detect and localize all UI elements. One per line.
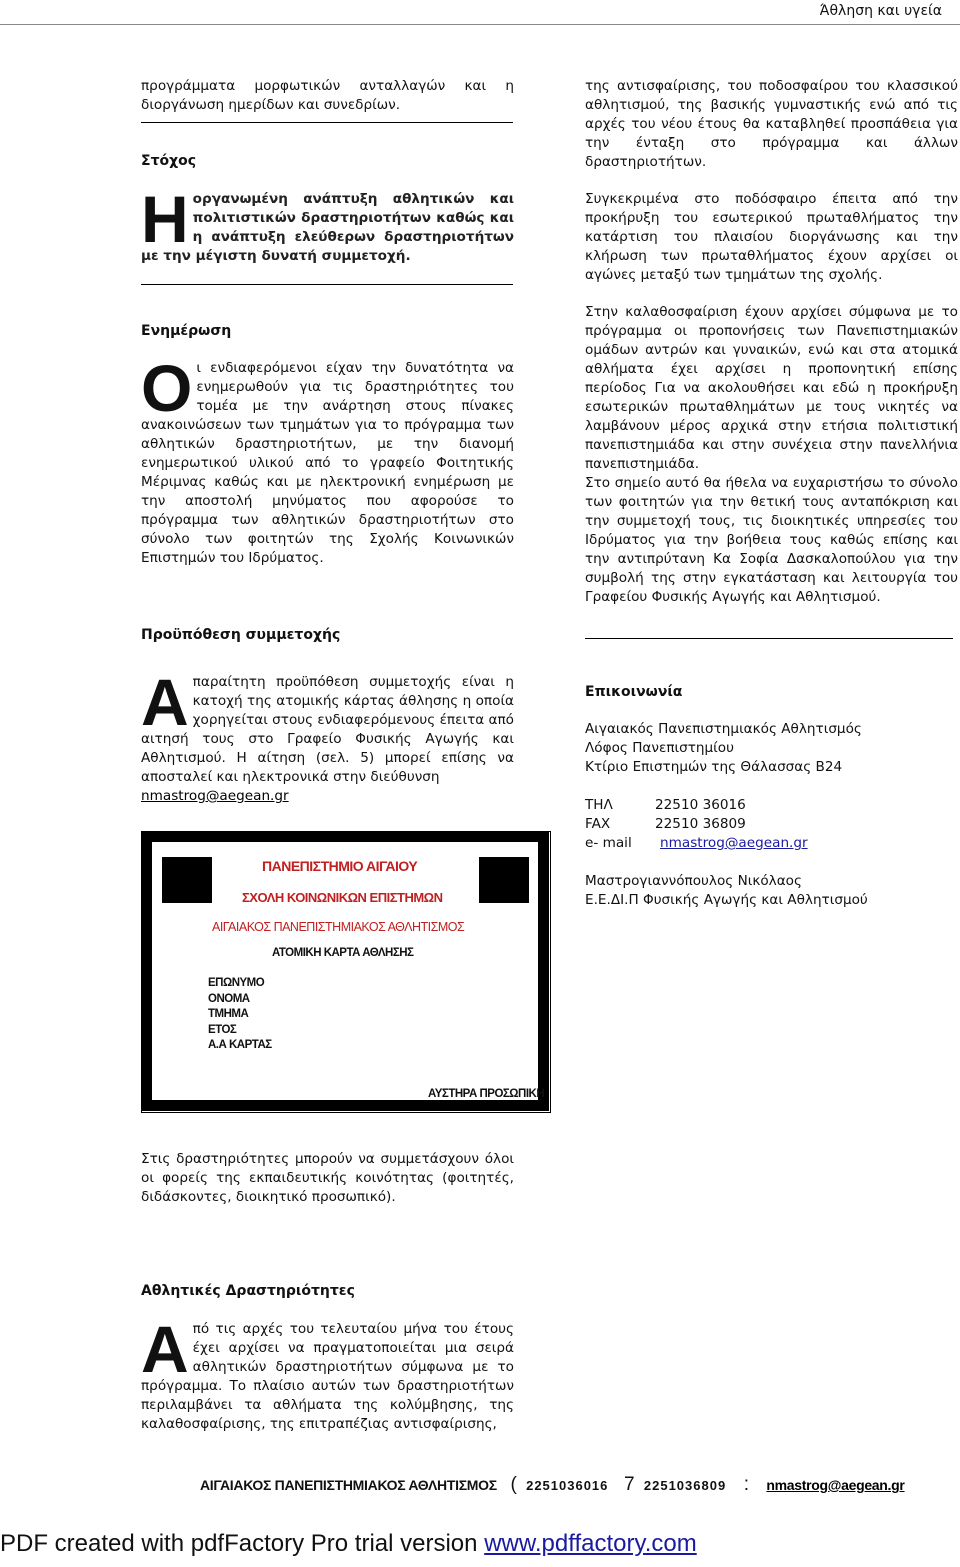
card-fields (208, 976, 272, 1054)
email-label: e- mail (585, 835, 632, 851)
card-photo-box-right (479, 857, 529, 903)
card-association: ΑΙΓΑΙΑΚΟΣ ΠΑΝΕΠΙΣΤΗΜΙΑΚΟΣ ΑΘΛΗΤΙΣΜΟΣ (212, 920, 465, 934)
card-field: ΤΜΗΜΑ (208, 1008, 249, 1020)
address-line: Κτίριο Επιστημών της Θάλασσας Β24 (585, 759, 843, 775)
page-header-title: Άθληση και υγεία (819, 3, 942, 19)
right-paragraph-4: Στο σημείο αυτό θα ήθελα να ευχαριστήσω το σύνολο των φοιτητών για την θετική τους ανταπόκριση και την συμμετοχή τους, τις διοικητικές υπηρεσίες του Ιδρύματος για την βοήθεια τους καθώς επίσης και την αντιπρύτανη Κα Σοφία Δασκαλοπούλου για την συμβολή της στην εγκατάσταση και λειτουργία του Γραφείου Φυσικής Αγωγής και Αθλητισμού. (585, 475, 958, 605)
goal-dropcap: Η (141, 182, 189, 256)
goal-heading: Στόχος (141, 153, 197, 169)
prereq-heading: Προϋπόθεση συμμετοχής (141, 627, 341, 643)
card-field: Α.Α ΚΑΡΤΑΣ (208, 1039, 272, 1051)
card-field: ΕΤΟΣ (208, 1023, 237, 1036)
fax-label: FAX (585, 816, 611, 832)
footer-org: ΑΙΓΑΙΑΚΟΣ ΠΑΝΕΠΙΣΤΗΜΙΑΚΟΣ ΑΘΛΗΤΙΣΜΟΣ (200, 1477, 497, 1493)
prereq-email-link[interactable]: nmastrog@aegean.gr (141, 788, 289, 804)
contact-person (585, 872, 868, 910)
header-divider (0, 24, 960, 25)
sports-heading: Αθλητικές Δραστηριότητες (141, 1283, 355, 1299)
divider (141, 122, 513, 123)
page-footer (200, 1475, 905, 1495)
card-note: ΑΥΣΤΗΡΑ ΠΡΟΣΩΠΙΚΗ (428, 1088, 545, 1100)
fax-value: 22510 36809 (655, 816, 746, 832)
footer-phone: 2251036016 (526, 1478, 609, 1493)
info-heading: Ενημέρωση (141, 323, 232, 339)
info-paragraph: Ο ι ενδιαφερόμενοι είχαν την δυνατότητα να ενημερωθούν για τις δραστηριότητες του τομέα με την ανάρτηση στους πίνακες ανακοινώσεων των τμημάτων για το πρόγραμμα των αθλητικών δραστηριοτήτων, με την διανομή ενημερωτικού υλικού από το γραφείο Φοιτητικής Μέριμνας καθώς και με ηλεκτρονική ενημέρωση με την αποστολή μηνύματος που αφορούσε το πρόγραμμα των αθλητικών δραστηριοτήτων στο σύνολο των φοιτητών της Σχολής Κοινωνικών Επιστημών του Ιδρύματος. (141, 351, 514, 566)
prereq-dropcap: Α (141, 665, 189, 739)
goal-paragraph: Η οργανωμένη ανάπτυξη αθλητικών και πολιτιστικών δραστηριοτήτων καθώς και η ανάπτυξη ελεύθερων δραστηριοτήτων με την μέγιστη δυνατή συμμετοχή. (141, 182, 514, 264)
phone-row (585, 796, 808, 815)
person-role: Ε.Ε.ΔΙ.Π Φυσικής Αγωγής και Αθλητισμού (585, 892, 868, 908)
pdf-watermark (0, 1530, 697, 1557)
sports-dropcap: Α (141, 1312, 189, 1386)
right-paragraph-2: Συγκεκριμένα στο ποδόσφαιρο έπειτα από την προκήρυξη του εσωτερικού πρωταθλήματος την κατάρτιση του πλαισίου διοργάνωσης και την κλήρωση των πρωταθλήματος έχουν αρχίσει οι αγώνες μεταξύ των τμημάτων της σχολής. (585, 191, 958, 283)
contact-email-link[interactable]: nmastrog@aegean.gr (660, 835, 808, 851)
contact-address (585, 720, 862, 777)
right-paragraph-1: της αντισφαίρισης, του ποδοσφαίρου του κλασσικού αθλητισμού, της βασικής γυμναστικής ενώ από τις αρχές του νέου έτους θα καταβληθεί προσπάθεια για την ένταξη στο πρόγραμμα και άλλων δραστηριοτήτων. (585, 78, 958, 170)
divider (141, 284, 513, 285)
prereq-paragraph: Α παραίτητη προϋπόθεση συμμετοχής είναι η κατοχή της ατομικής κάρτας άθλησης η οποία χορηγείται στους ενδιαφερόμενους έπειτα από αιτησή τους στο Γραφείο Φυσικής Αγωγής και Αθλητισμού. Η αίτηση (σελ. 5) μπορεί επίσης να αποσταλεί και ηλεκτρονικά στην διεύθυνση nmastrog@aegean.gr (141, 665, 514, 804)
phone-label: ΤΗΛ (585, 797, 613, 813)
footer-email-link[interactable]: nmastrog@aegean.gr (766, 1477, 905, 1493)
phone-symbol: ( (510, 1474, 517, 1495)
participants-paragraph: Στις δραστηριότητες μπορούν να συμμετάσχουν όλοι οι φορείς της εκπαιδευτικής κοινότητας (φοιτητές, διδάσκοντες, διοικητικό προσωπικό). (141, 1151, 514, 1205)
mail-symbol: : (743, 1474, 749, 1495)
divider (585, 638, 953, 639)
contact-details (585, 796, 808, 853)
intro-paragraph: προγράμματα μορφωτικών ανταλλαγών και η διοργάνωση ημερίδων και συνεδρίων. (141, 78, 514, 113)
pdffactory-link[interactable]: www.pdffactory.com (484, 1530, 697, 1557)
right-paragraph-3: Στην καλαθοσφαίριση έχουν αρχίσει σύμφωνα με το πρόγραμμα οι προπονήσεις των Πανεπιστημιακών ομάδων αντρών και γυναικών, ενώ και στα ατομικά αθλήματα έχει αρχίσει η προπονητική επίσης περίοδος Για να ακολουθήσει και εδώ η προκήρυξη εσωτερικών πρωταθλημάτων με τους νικητές να λαμβάνουν μέρος αρχικά στην ετήσια πολιτιστική πανεπιστημιάδα και στην συνέχεια στην πανελλήνια πανεπιστημιάδα. (585, 304, 958, 472)
contact-heading: Επικοινωνία (585, 684, 683, 700)
card-title: ΑΤΟΜΙΚΗ ΚΑΡΤΑ ΑΘΛΗΣΗΣ (272, 947, 414, 959)
sports-paragraph: Α πό τις αρχές του τελευταίου μήνα του έτους έχει αρχίσει να πραγματοποιείται μια σειρά αθλητικών δραστηριοτήτων σύμφωνα με το πρόγραμμα. Το πλαίσιο αυτών των δραστηριοτήτων περιλαμβάνει τα αθλήματα της κολύμβησης, της καλαθοσφαίρισης, της επιτραπέζιας αντισφαίρισης, (141, 1312, 514, 1432)
card-photo-box-left (162, 857, 212, 903)
address-line: Αιγαιακός Πανεπιστημιακός Αθλητισμός (585, 721, 862, 737)
card-school: ΣΧΟΛΗ ΚΟΙΝΩΝΙΚΩΝ ΕΠΙΣΤΗΜΩΝ (242, 890, 443, 905)
phone-value: 22510 36016 (655, 797, 746, 813)
info-dropcap: Ο (141, 351, 193, 425)
card-field: ΟΝΟΜΑ (208, 992, 250, 1005)
card-field: ΕΠΩΝΥΜΟ (208, 977, 265, 989)
pdf-note: PDF created with pdfFactory Pro trial version (0, 1530, 478, 1557)
footer-fax: 2251036809 (643, 1478, 727, 1493)
fax-row (585, 815, 808, 834)
person-name: Μαστρογιαννόπουλος Νικόλαος (585, 873, 802, 889)
card-university: ΠΑΝΕΠΙΣΤΗΜΙΟ ΑΙΓΑΙΟΥ (262, 858, 418, 874)
address-line: Λόφος Πανεπιστημίου (585, 740, 734, 756)
email-row (585, 834, 808, 853)
fax-symbol: 7 (624, 1474, 635, 1495)
